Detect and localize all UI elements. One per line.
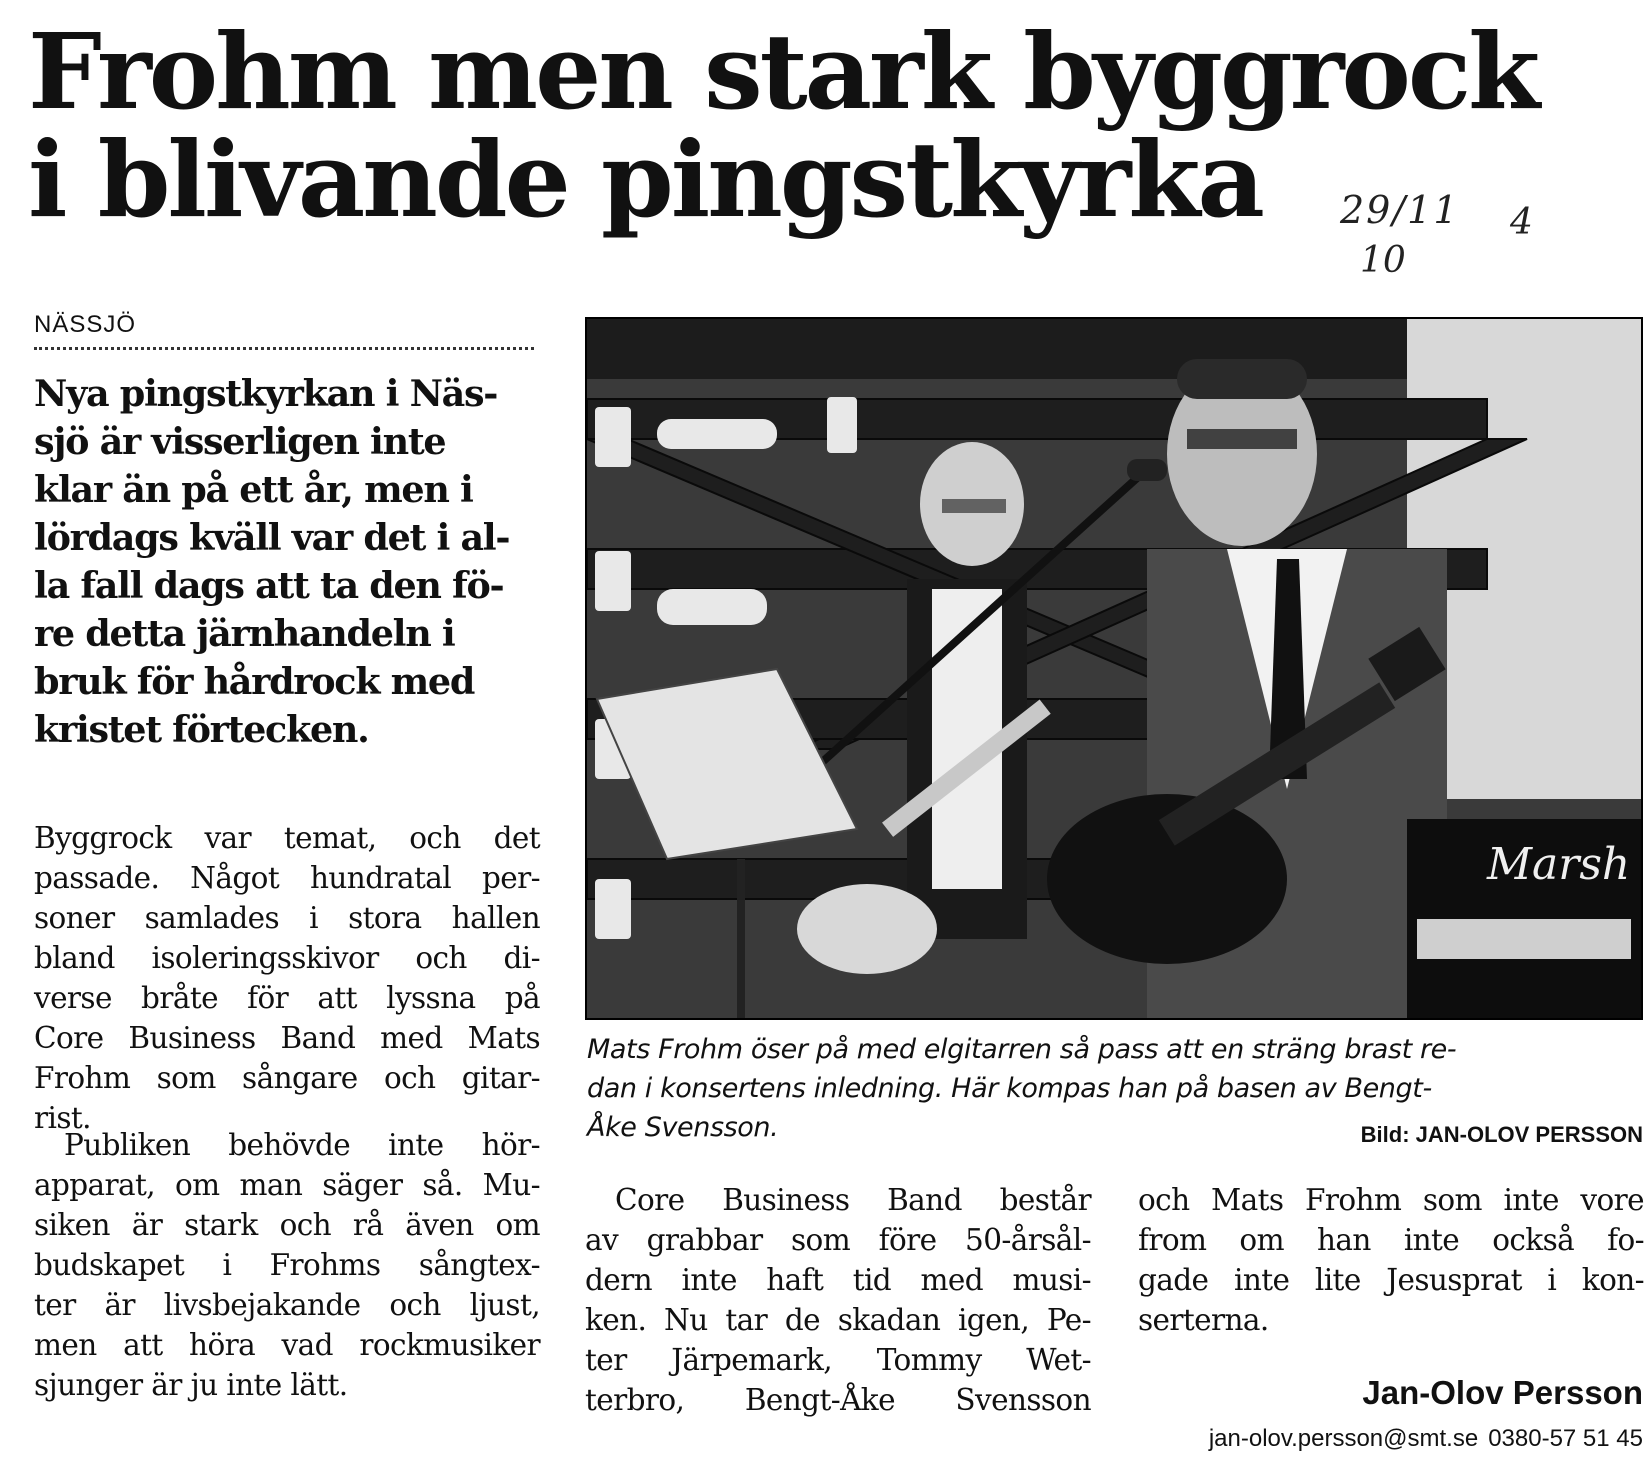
location-dateline: NÄSSJÖ	[34, 311, 534, 350]
lead-line: kristet förtecken.	[34, 708, 369, 751]
body-line: och Mats Frohm som inte vore	[1138, 1183, 1644, 1217]
body-line: Byggrock var temat, och det	[34, 821, 540, 855]
body-line: sjunger är ju inte lätt.	[34, 1368, 348, 1402]
headline-line-2: i blivande pingstkyrka	[28, 118, 1262, 241]
body-line: ter Järpemark, Tommy Wet-	[585, 1343, 1091, 1377]
lead-line: klar än på ett år, men i	[34, 468, 473, 511]
body-column-1-paragraph-2	[34, 1125, 540, 1405]
body-line: siken är stark och rå även om	[34, 1208, 540, 1242]
caption-line: Åke Svensson.	[587, 1112, 779, 1143]
body-line: gade inte lite Jesusprat i kon-	[1138, 1263, 1644, 1297]
body-line: soner samlades i stora hallen	[34, 901, 540, 935]
body-line: budskapet i Frohms sångtex-	[34, 1248, 540, 1282]
body-line: ken. Nu tar de skadan igen, Pe-	[585, 1303, 1091, 1337]
handwritten-page: 4	[1510, 202, 1533, 243]
photo-credit: Bild: JAN-OLOV PERSSON	[1360, 1122, 1643, 1147]
body-column-1-paragraph-1	[34, 818, 540, 1138]
author-email-link[interactable]: jan-olov.persson@smt.se	[1208, 1425, 1479, 1452]
body-line: bland isoleringsskivor och di-	[34, 941, 540, 975]
body-line: verse bråte för att lyssna på	[34, 981, 540, 1015]
headline-line-1: Frohm men stark byggrock	[28, 10, 1538, 133]
handwritten-note	[1340, 188, 1580, 298]
handwritten-date: 29/11	[1340, 188, 1460, 232]
caption-line: Mats Frohm öser på med elgitarren så pass att en sträng brast re-	[587, 1034, 1457, 1065]
author-contact	[1209, 1425, 1643, 1453]
author-phone: 0380-57 51 45	[1488, 1425, 1643, 1452]
body-line: passade. Något hundratal per-	[34, 861, 540, 895]
lead-line: Nya pingstkyrkan i Näs-	[34, 372, 498, 415]
concert-photo	[585, 317, 1643, 1020]
caption-line: dan i konsertens inledning. Här kompas han på basen av Bengt-	[587, 1073, 1432, 1104]
body-line: Core Business Band med Mats	[34, 1021, 540, 1055]
body-line: apparat, om man säger så. Mu-	[34, 1168, 540, 1202]
body-column-2	[585, 1180, 1091, 1420]
lead-line: sjö är visserligen inte	[34, 420, 446, 463]
body-line: Frohm som sångare och gitar-	[34, 1061, 540, 1095]
body-line: dern inte haft tid med musi-	[585, 1263, 1091, 1297]
lead-paragraph	[34, 370, 540, 754]
body-line: rist.	[34, 1101, 91, 1135]
author-byline: Jan-Olov Persson	[1362, 1374, 1643, 1411]
body-line: from om han inte också fo-	[1138, 1223, 1644, 1257]
lead-line: re detta järnhandeln i	[34, 612, 455, 655]
body-line: men att höra vad rockmusiker	[34, 1328, 540, 1362]
body-line: ter är livsbejakande och ljust,	[34, 1288, 540, 1322]
body-line: Core Business Band består	[615, 1183, 1091, 1217]
handwritten-year: 10	[1360, 240, 1406, 281]
lead-line: bruk för hårdrock med	[34, 660, 475, 703]
body-column-3	[1138, 1180, 1644, 1340]
amp-brand-text: Marsh	[1487, 839, 1631, 890]
body-line: serterna.	[1138, 1303, 1269, 1337]
lead-line: lördags kväll var det i al-	[34, 516, 510, 559]
body-line: Publiken behövde inte hör-	[64, 1128, 540, 1162]
body-line: terbro, Bengt-Åke Svensson	[585, 1383, 1091, 1417]
body-line: av grabbar som före 50-årsål-	[585, 1223, 1091, 1257]
lead-line: la fall dags att ta den fö-	[34, 564, 504, 607]
